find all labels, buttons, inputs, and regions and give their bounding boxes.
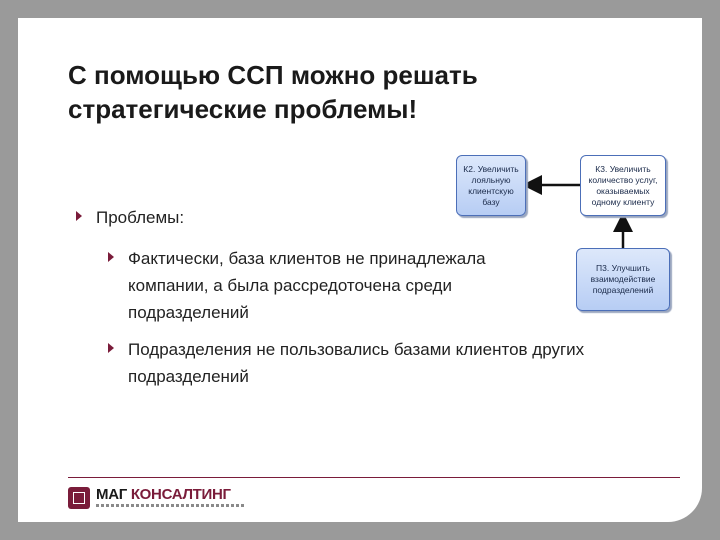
title-line-1: С помощью ССП можно решать [68, 60, 478, 90]
slide [18, 18, 702, 522]
logo-text [96, 486, 231, 503]
logo-mark-icon [68, 487, 90, 509]
bullet-item-2-text: Подразделения не пользовались базами клиентов других подразделений [128, 340, 585, 386]
node-k3-label: К3. Увеличить количество услуг, оказываемых одному клиенту [588, 163, 658, 207]
node-p3 [576, 248, 670, 311]
logo-mag: МАГ [96, 486, 127, 503]
footer-divider [68, 477, 680, 478]
bullet-item-1-text: Фактически, база клиентов не принадлежала компании, а была рассредоточена среди подразделений [128, 249, 486, 322]
node-k2-label: К2. Увеличить лояльную клиентскую базу [463, 163, 519, 207]
bullet-heading: Проблемы: [96, 208, 185, 227]
title-line-2: стратегические проблемы! [68, 94, 418, 124]
node-k3 [580, 155, 666, 216]
logo-kons: КОНСАЛТИНГ [130, 486, 231, 503]
node-k2 [456, 155, 526, 216]
logo-tagline-decoration [96, 504, 246, 507]
company-logo [68, 486, 268, 514]
node-p3-label: П3. Улучшить взаимодействие подразделений [590, 263, 656, 295]
